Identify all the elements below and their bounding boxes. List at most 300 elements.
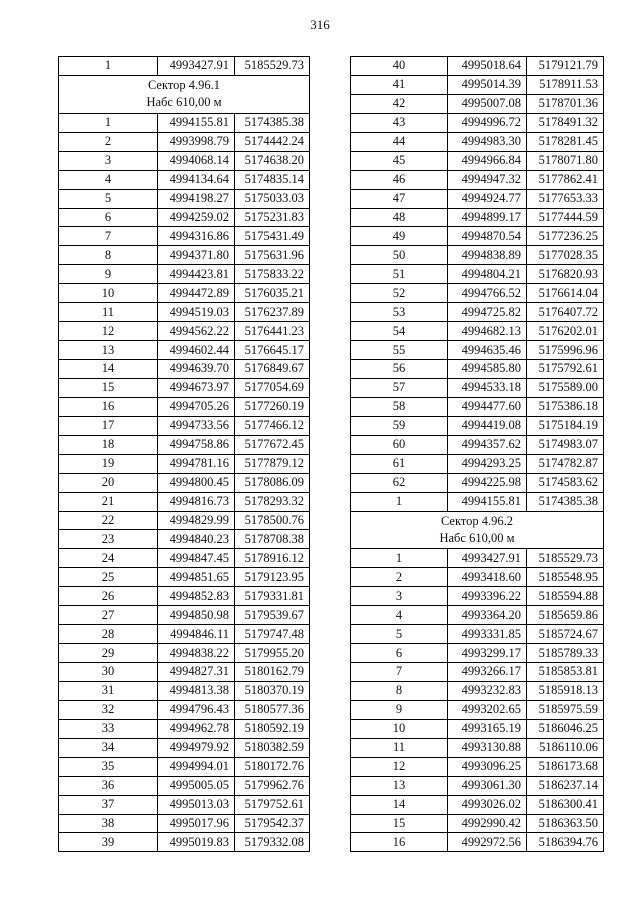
y-coordinate-cell: 5185548.95 <box>527 568 604 587</box>
y-coordinate-cell: 5186173.68 <box>527 757 604 776</box>
table-row <box>59 681 310 700</box>
table-row <box>351 681 604 700</box>
x-coordinate-cell: 4992990.42 <box>448 814 527 833</box>
x-coordinate-cell: 4993232.83 <box>448 681 527 700</box>
point-number-cell: 48 <box>351 208 448 227</box>
x-coordinate-cell: 4993061.30 <box>448 776 527 795</box>
y-coordinate-cell: 5179747.48 <box>235 625 310 644</box>
table-row <box>351 113 604 132</box>
x-coordinate-cell: 4994870.54 <box>448 227 527 246</box>
point-number-cell: 40 <box>351 57 448 76</box>
point-number-cell: 46 <box>351 170 448 189</box>
table-row <box>59 378 310 397</box>
x-coordinate-cell: 4994804.21 <box>448 265 527 284</box>
sector-title: Сектор 4.96.2 <box>440 513 514 528</box>
x-coordinate-cell: 4994979.92 <box>158 738 235 757</box>
point-number-cell: 15 <box>351 814 448 833</box>
x-coordinate-cell: 4993331.85 <box>448 625 527 644</box>
sector-header-row <box>59 75 310 113</box>
table-row <box>351 719 604 738</box>
point-number-cell: 13 <box>59 341 158 360</box>
table-row <box>59 151 310 170</box>
y-coordinate-cell: 5178086.09 <box>235 473 310 492</box>
table-row <box>59 265 310 284</box>
point-number-cell: 10 <box>59 284 158 303</box>
y-coordinate-cell: 5179955.20 <box>235 644 310 663</box>
table-row <box>351 738 604 757</box>
x-coordinate-cell: 4994781.16 <box>158 454 235 473</box>
x-coordinate-cell: 4994733.56 <box>158 416 235 435</box>
x-coordinate-cell: 4995017.96 <box>158 814 235 833</box>
y-coordinate-cell: 5174983.07 <box>527 435 604 454</box>
x-coordinate-cell: 4994357.62 <box>448 435 527 454</box>
point-number-cell: 27 <box>59 606 158 625</box>
table-body-left <box>59 57 310 852</box>
table-row <box>59 227 310 246</box>
sector-title: Сектор 4.96.1 <box>147 78 221 93</box>
table-row <box>351 776 604 795</box>
y-coordinate-cell: 5177444.59 <box>527 208 604 227</box>
y-coordinate-cell: 5180172.76 <box>235 757 310 776</box>
table-row <box>351 284 604 303</box>
point-number-cell: 11 <box>351 738 448 757</box>
y-coordinate-cell: 5185594.88 <box>527 587 604 606</box>
y-coordinate-cell: 5176237.89 <box>235 303 310 322</box>
point-number-cell: 24 <box>59 549 158 568</box>
point-number-cell: 2 <box>59 132 158 151</box>
table-row <box>351 57 604 76</box>
point-number-cell: 56 <box>351 360 448 379</box>
point-number-cell: 51 <box>351 265 448 284</box>
point-number-cell: 14 <box>351 795 448 814</box>
y-coordinate-cell: 5177466.12 <box>235 416 310 435</box>
y-coordinate-cell: 5174442.24 <box>235 132 310 151</box>
table-row <box>59 606 310 625</box>
point-number-cell: 38 <box>59 814 158 833</box>
table-row <box>351 246 604 265</box>
point-number-cell: 62 <box>351 473 448 492</box>
x-coordinate-cell: 4994847.45 <box>158 549 235 568</box>
y-coordinate-cell: 5175184.19 <box>527 416 604 435</box>
x-coordinate-cell: 4994682.13 <box>448 322 527 341</box>
table-row <box>351 644 604 663</box>
y-coordinate-cell: 5176202.01 <box>527 322 604 341</box>
x-coordinate-cell: 4994983.30 <box>448 132 527 151</box>
x-coordinate-cell: 4994766.52 <box>448 284 527 303</box>
point-number-cell: 43 <box>351 113 448 132</box>
table-row <box>59 833 310 852</box>
table-row <box>351 303 604 322</box>
x-coordinate-cell: 4995018.64 <box>448 57 527 76</box>
y-coordinate-cell: 5185529.73 <box>527 549 604 568</box>
table-row <box>351 94 604 113</box>
x-coordinate-cell: 4994562.22 <box>158 322 235 341</box>
y-coordinate-cell: 5175231.83 <box>235 208 310 227</box>
x-coordinate-cell: 4994962.78 <box>158 719 235 738</box>
y-coordinate-cell: 5185975.59 <box>527 700 604 719</box>
y-coordinate-cell: 5177672.45 <box>235 435 310 454</box>
x-coordinate-cell: 4994829.99 <box>158 511 235 530</box>
x-coordinate-cell: 4994477.60 <box>448 397 527 416</box>
x-coordinate-cell: 4995005.05 <box>158 776 235 795</box>
point-number-cell: 12 <box>351 757 448 776</box>
x-coordinate-cell: 4995013.03 <box>158 795 235 814</box>
point-number-cell: 23 <box>59 530 158 549</box>
x-coordinate-cell: 4992972.56 <box>448 833 527 852</box>
y-coordinate-cell: 5178500.76 <box>235 511 310 530</box>
x-coordinate-cell: 4994996.72 <box>448 113 527 132</box>
table-row <box>351 492 604 511</box>
table-row <box>59 208 310 227</box>
y-coordinate-cell: 5179539.67 <box>235 606 310 625</box>
table-row <box>59 473 310 492</box>
y-coordinate-cell: 5180162.79 <box>235 663 310 682</box>
point-number-cell: 7 <box>59 227 158 246</box>
y-coordinate-cell: 5178071.80 <box>527 151 604 170</box>
table-row <box>59 397 310 416</box>
point-number-cell: 37 <box>59 795 158 814</box>
point-number-cell: 6 <box>351 644 448 663</box>
x-coordinate-cell: 4993427.91 <box>448 549 527 568</box>
point-number-cell: 8 <box>351 681 448 700</box>
x-coordinate-cell: 4993299.17 <box>448 644 527 663</box>
point-number-cell: 16 <box>351 833 448 852</box>
y-coordinate-cell: 5174385.38 <box>527 492 604 511</box>
table-row <box>59 644 310 663</box>
y-coordinate-cell: 5178911.53 <box>527 75 604 94</box>
x-coordinate-cell: 4994673.97 <box>158 378 235 397</box>
table-row <box>59 719 310 738</box>
y-coordinate-cell: 5185789.33 <box>527 644 604 663</box>
table-row <box>59 776 310 795</box>
table-row <box>351 397 604 416</box>
table-row <box>59 814 310 833</box>
point-number-cell: 15 <box>59 378 158 397</box>
y-coordinate-cell: 5180577.36 <box>235 700 310 719</box>
point-number-cell: 34 <box>59 738 158 757</box>
point-number-cell: 4 <box>351 606 448 625</box>
point-number-cell: 54 <box>351 322 448 341</box>
coordinates-table-left <box>58 56 310 852</box>
point-number-cell: 5 <box>59 189 158 208</box>
y-coordinate-cell: 5186046.25 <box>527 719 604 738</box>
table-row <box>59 568 310 587</box>
table-row <box>351 227 604 246</box>
y-coordinate-cell: 5177862.41 <box>527 170 604 189</box>
point-number-cell: 1 <box>351 492 448 511</box>
y-coordinate-cell: 5175996.96 <box>527 341 604 360</box>
table-row <box>351 75 604 94</box>
table-row <box>351 170 604 189</box>
point-number-cell: 10 <box>351 719 448 738</box>
y-coordinate-cell: 5175631.96 <box>235 246 310 265</box>
x-coordinate-cell: 4994134.64 <box>158 170 235 189</box>
x-coordinate-cell: 4994419.08 <box>448 416 527 435</box>
x-coordinate-cell: 4994838.89 <box>448 246 527 265</box>
point-number-cell: 41 <box>351 75 448 94</box>
point-number-cell: 21 <box>59 492 158 511</box>
table-row <box>351 435 604 454</box>
point-number-cell: 5 <box>351 625 448 644</box>
x-coordinate-cell: 4994758.86 <box>158 435 235 454</box>
x-coordinate-cell: 4994519.03 <box>158 303 235 322</box>
y-coordinate-cell: 5177260.19 <box>235 397 310 416</box>
table-row <box>351 549 604 568</box>
table-row <box>351 341 604 360</box>
point-number-cell: 1 <box>59 57 158 76</box>
table-row <box>59 113 310 132</box>
x-coordinate-cell: 4993202.65 <box>448 700 527 719</box>
table-row <box>351 795 604 814</box>
table-body-right <box>351 57 604 852</box>
table-row <box>351 151 604 170</box>
x-coordinate-cell: 4994966.84 <box>448 151 527 170</box>
table-row <box>59 738 310 757</box>
sector-header-cell <box>59 75 310 113</box>
point-number-cell: 7 <box>351 663 448 682</box>
x-coordinate-cell: 4993266.17 <box>448 663 527 682</box>
x-coordinate-cell: 4994635.46 <box>448 341 527 360</box>
y-coordinate-cell: 5175589.00 <box>527 378 604 397</box>
x-coordinate-cell: 4993364.20 <box>448 606 527 625</box>
x-coordinate-cell: 4994472.89 <box>158 284 235 303</box>
y-coordinate-cell: 5178293.32 <box>235 492 310 511</box>
y-coordinate-cell: 5176820.93 <box>527 265 604 284</box>
y-coordinate-cell: 5174782.87 <box>527 454 604 473</box>
x-coordinate-cell: 4993418.60 <box>448 568 527 587</box>
table-row <box>59 549 310 568</box>
x-coordinate-cell: 4995014.39 <box>448 75 527 94</box>
y-coordinate-cell: 5174638.20 <box>235 151 310 170</box>
table-row <box>59 795 310 814</box>
x-coordinate-cell: 4994585.80 <box>448 360 527 379</box>
x-coordinate-cell: 4994852.83 <box>158 587 235 606</box>
point-number-cell: 44 <box>351 132 448 151</box>
x-coordinate-cell: 4994533.18 <box>448 378 527 397</box>
table-row <box>59 246 310 265</box>
x-coordinate-cell: 4994225.98 <box>448 473 527 492</box>
x-coordinate-cell: 4994800.45 <box>158 473 235 492</box>
table-row <box>351 663 604 682</box>
table-row <box>59 700 310 719</box>
table-row <box>351 625 604 644</box>
table-row <box>59 284 310 303</box>
table-row <box>351 700 604 719</box>
y-coordinate-cell: 5178916.12 <box>235 549 310 568</box>
point-number-cell: 14 <box>59 360 158 379</box>
y-coordinate-cell: 5185918.13 <box>527 681 604 700</box>
y-coordinate-cell: 5176849.67 <box>235 360 310 379</box>
y-coordinate-cell: 5186394.76 <box>527 833 604 852</box>
table-row <box>59 625 310 644</box>
point-number-cell: 9 <box>59 265 158 284</box>
point-number-cell: 4 <box>59 170 158 189</box>
y-coordinate-cell: 5177653.33 <box>527 189 604 208</box>
table-row <box>351 814 604 833</box>
point-number-cell: 9 <box>351 700 448 719</box>
point-number-cell: 3 <box>59 151 158 170</box>
x-coordinate-cell: 4994816.73 <box>158 492 235 511</box>
table-row <box>59 511 310 530</box>
y-coordinate-cell: 5175792.61 <box>527 360 604 379</box>
table-row <box>59 587 310 606</box>
point-number-cell: 6 <box>59 208 158 227</box>
point-number-cell: 32 <box>59 700 158 719</box>
x-coordinate-cell: 4994838.22 <box>158 644 235 663</box>
x-coordinate-cell: 4995019.83 <box>158 833 235 852</box>
table-row <box>59 663 310 682</box>
y-coordinate-cell: 5178281.45 <box>527 132 604 151</box>
y-coordinate-cell: 5174385.38 <box>235 113 310 132</box>
table-row <box>351 454 604 473</box>
y-coordinate-cell: 5178491.32 <box>527 113 604 132</box>
x-coordinate-cell: 4993396.22 <box>448 587 527 606</box>
y-coordinate-cell: 5174583.62 <box>527 473 604 492</box>
table-row <box>59 303 310 322</box>
table-row <box>351 265 604 284</box>
table-row <box>59 170 310 189</box>
y-coordinate-cell: 5185659.86 <box>527 606 604 625</box>
coordinates-table-right <box>350 56 604 852</box>
point-number-cell: 45 <box>351 151 448 170</box>
sector-nabs: Набс 610,00 м <box>439 530 515 545</box>
point-number-cell: 3 <box>351 587 448 606</box>
x-coordinate-cell: 4994899.17 <box>448 208 527 227</box>
y-coordinate-cell: 5177054.69 <box>235 378 310 397</box>
table-row <box>59 416 310 435</box>
point-number-cell: 25 <box>59 568 158 587</box>
table-row <box>59 341 310 360</box>
point-number-cell: 13 <box>351 776 448 795</box>
x-coordinate-cell: 4994293.25 <box>448 454 527 473</box>
table-row <box>351 360 604 379</box>
y-coordinate-cell: 5178708.38 <box>235 530 310 549</box>
point-number-cell: 20 <box>59 473 158 492</box>
table-row <box>351 587 604 606</box>
point-number-cell: 30 <box>59 663 158 682</box>
x-coordinate-cell: 4994725.82 <box>448 303 527 322</box>
y-coordinate-cell: 5176407.72 <box>527 303 604 322</box>
point-number-cell: 59 <box>351 416 448 435</box>
table-row <box>351 378 604 397</box>
y-coordinate-cell: 5186300.41 <box>527 795 604 814</box>
y-coordinate-cell: 5179332.08 <box>235 833 310 852</box>
table-row <box>351 473 604 492</box>
x-coordinate-cell: 4994813.38 <box>158 681 235 700</box>
point-number-cell: 47 <box>351 189 448 208</box>
y-coordinate-cell: 5177028.35 <box>527 246 604 265</box>
x-coordinate-cell: 4994155.81 <box>448 492 527 511</box>
sector-header-cell <box>351 511 604 549</box>
point-number-cell: 61 <box>351 454 448 473</box>
x-coordinate-cell: 4994850.98 <box>158 606 235 625</box>
y-coordinate-cell: 5179962.76 <box>235 776 310 795</box>
x-coordinate-cell: 4994155.81 <box>158 113 235 132</box>
point-number-cell: 29 <box>59 644 158 663</box>
sector-nabs: Набс 610,00 м <box>146 95 222 110</box>
y-coordinate-cell: 5179331.81 <box>235 587 310 606</box>
y-coordinate-cell: 5180382.59 <box>235 738 310 757</box>
table-row <box>351 606 604 625</box>
point-number-cell: 8 <box>59 246 158 265</box>
table-row <box>351 757 604 776</box>
table-row <box>59 435 310 454</box>
x-coordinate-cell: 4994840.23 <box>158 530 235 549</box>
point-number-cell: 18 <box>59 435 158 454</box>
y-coordinate-cell: 5186237.14 <box>527 776 604 795</box>
table-row <box>351 833 604 852</box>
point-number-cell: 11 <box>59 303 158 322</box>
y-coordinate-cell: 5177879.12 <box>235 454 310 473</box>
table-row <box>351 568 604 587</box>
x-coordinate-cell: 4994851.65 <box>158 568 235 587</box>
point-number-cell: 42 <box>351 94 448 113</box>
x-coordinate-cell: 4994316.86 <box>158 227 235 246</box>
x-coordinate-cell: 4994423.81 <box>158 265 235 284</box>
y-coordinate-cell: 5185853.81 <box>527 663 604 682</box>
y-coordinate-cell: 5175386.18 <box>527 397 604 416</box>
point-number-cell: 26 <box>59 587 158 606</box>
point-number-cell: 52 <box>351 284 448 303</box>
y-coordinate-cell: 5186110.06 <box>527 738 604 757</box>
y-coordinate-cell: 5176614.04 <box>527 284 604 303</box>
y-coordinate-cell: 5177236.25 <box>527 227 604 246</box>
x-coordinate-cell: 4994796.43 <box>158 700 235 719</box>
y-coordinate-cell: 5186363.50 <box>527 814 604 833</box>
point-number-cell: 33 <box>59 719 158 738</box>
x-coordinate-cell: 4994259.02 <box>158 208 235 227</box>
point-number-cell: 12 <box>59 322 158 341</box>
x-coordinate-cell: 4994827.31 <box>158 663 235 682</box>
y-coordinate-cell: 5176645.17 <box>235 341 310 360</box>
y-coordinate-cell: 5179752.61 <box>235 795 310 814</box>
y-coordinate-cell: 5179123.95 <box>235 568 310 587</box>
point-number-cell: 22 <box>59 511 158 530</box>
y-coordinate-cell: 5176441.23 <box>235 322 310 341</box>
y-coordinate-cell: 5175033.03 <box>235 189 310 208</box>
x-coordinate-cell: 4994705.26 <box>158 397 235 416</box>
table-row <box>59 189 310 208</box>
point-number-cell: 1 <box>351 549 448 568</box>
x-coordinate-cell: 4993096.25 <box>448 757 527 776</box>
point-number-cell: 39 <box>59 833 158 852</box>
y-coordinate-cell: 5178701.36 <box>527 94 604 113</box>
point-number-cell: 17 <box>59 416 158 435</box>
x-coordinate-cell: 4994846.11 <box>158 625 235 644</box>
point-number-cell: 19 <box>59 454 158 473</box>
point-number-cell: 36 <box>59 776 158 795</box>
y-coordinate-cell: 5185529.73 <box>235 57 310 76</box>
x-coordinate-cell: 4993026.02 <box>448 795 527 814</box>
point-number-cell: 28 <box>59 625 158 644</box>
point-number-cell: 58 <box>351 397 448 416</box>
x-coordinate-cell: 4993130.88 <box>448 738 527 757</box>
x-coordinate-cell: 4994371.80 <box>158 246 235 265</box>
page-number: 316 <box>310 17 330 32</box>
sector-header-row <box>351 511 604 549</box>
point-number-cell: 16 <box>59 397 158 416</box>
y-coordinate-cell: 5180592.19 <box>235 719 310 738</box>
x-coordinate-cell: 4994947.32 <box>448 170 527 189</box>
table-row <box>351 132 604 151</box>
x-coordinate-cell: 4994602.44 <box>158 341 235 360</box>
y-coordinate-cell: 5175431.49 <box>235 227 310 246</box>
point-number-cell: 31 <box>59 681 158 700</box>
point-number-cell: 57 <box>351 378 448 397</box>
y-coordinate-cell: 5175833.22 <box>235 265 310 284</box>
x-coordinate-cell: 4994198.27 <box>158 189 235 208</box>
point-number-cell: 53 <box>351 303 448 322</box>
